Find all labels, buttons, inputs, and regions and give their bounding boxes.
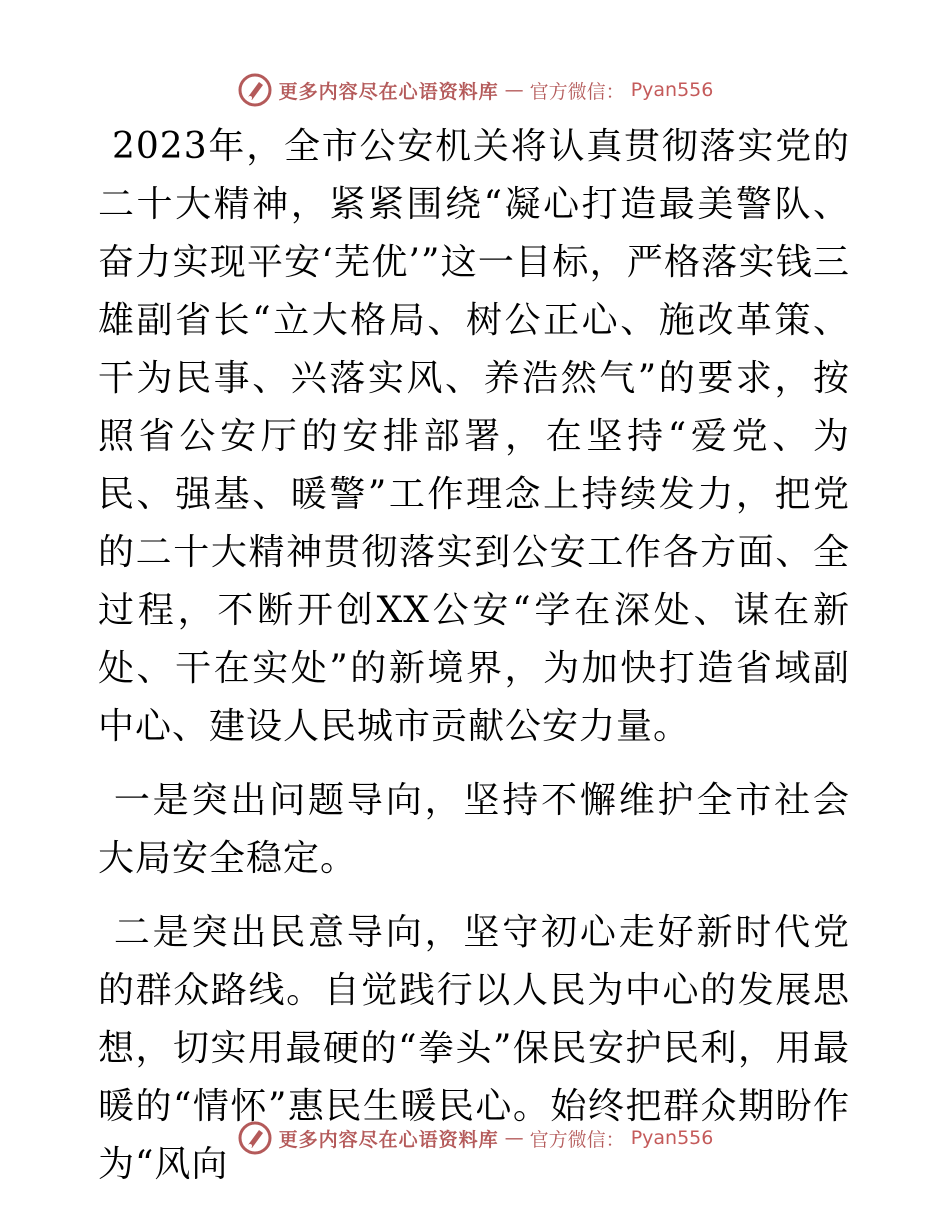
pen-nib-icon bbox=[237, 72, 273, 108]
pen-nib-icon bbox=[237, 1120, 273, 1156]
watermark-label: 官方微信： bbox=[529, 80, 625, 103]
watermark-wechat-id: Pyan556 bbox=[630, 1127, 714, 1149]
header-watermark bbox=[0, 70, 950, 110]
watermark-title: 更多内容尽在心语资料库 bbox=[278, 80, 499, 103]
paragraph-text: 2023年，全市公安机关将认真贯彻落实党的二十大精神，紧紧围绕“凝心打造最美警队、奋力实现平安‘芜优’”这一目标，严格落实钱三雄副省长“立大格局、树公正心、施改革策、干为民事、兴落实风、养浩然气”的要求，按照省公安厅的安排部署，在坚持“爱党、为民、强基、暖警”工作理念上持续发力，把党的二十大精神贯彻落实到公安工作各方面、全过程，不断开创XX公安“学在深处、谋在新处、干在实处”的新境界，为加快打造省域副中心、建设人民城市贡献公安力量。 bbox=[98, 126, 850, 747]
footer-watermark bbox=[0, 1118, 950, 1158]
paragraph-text: 一是突出问题导向，坚持不懈维护全市社会大局安全稳定。 bbox=[98, 780, 850, 879]
paragraph bbox=[98, 118, 850, 756]
watermark-dash: — bbox=[504, 1127, 524, 1149]
paragraph-text: 二是突出民意导向，坚守初心走好新时代党的群众路线。自觉践行以人民为中心的发展思想，切实用最硬的“拳头”保民安护民利，用最暖的“情怀”惠民生暖民心。始终把群众期盼作为“风向 bbox=[98, 912, 850, 1185]
watermark-dash: — bbox=[504, 79, 524, 101]
watermark-label: 官方微信： bbox=[529, 1128, 625, 1151]
watermark-wechat-id: Pyan556 bbox=[630, 79, 714, 101]
document-body bbox=[98, 118, 850, 1194]
paragraph bbox=[98, 772, 850, 888]
watermark-title: 更多内容尽在心语资料库 bbox=[278, 1128, 499, 1151]
